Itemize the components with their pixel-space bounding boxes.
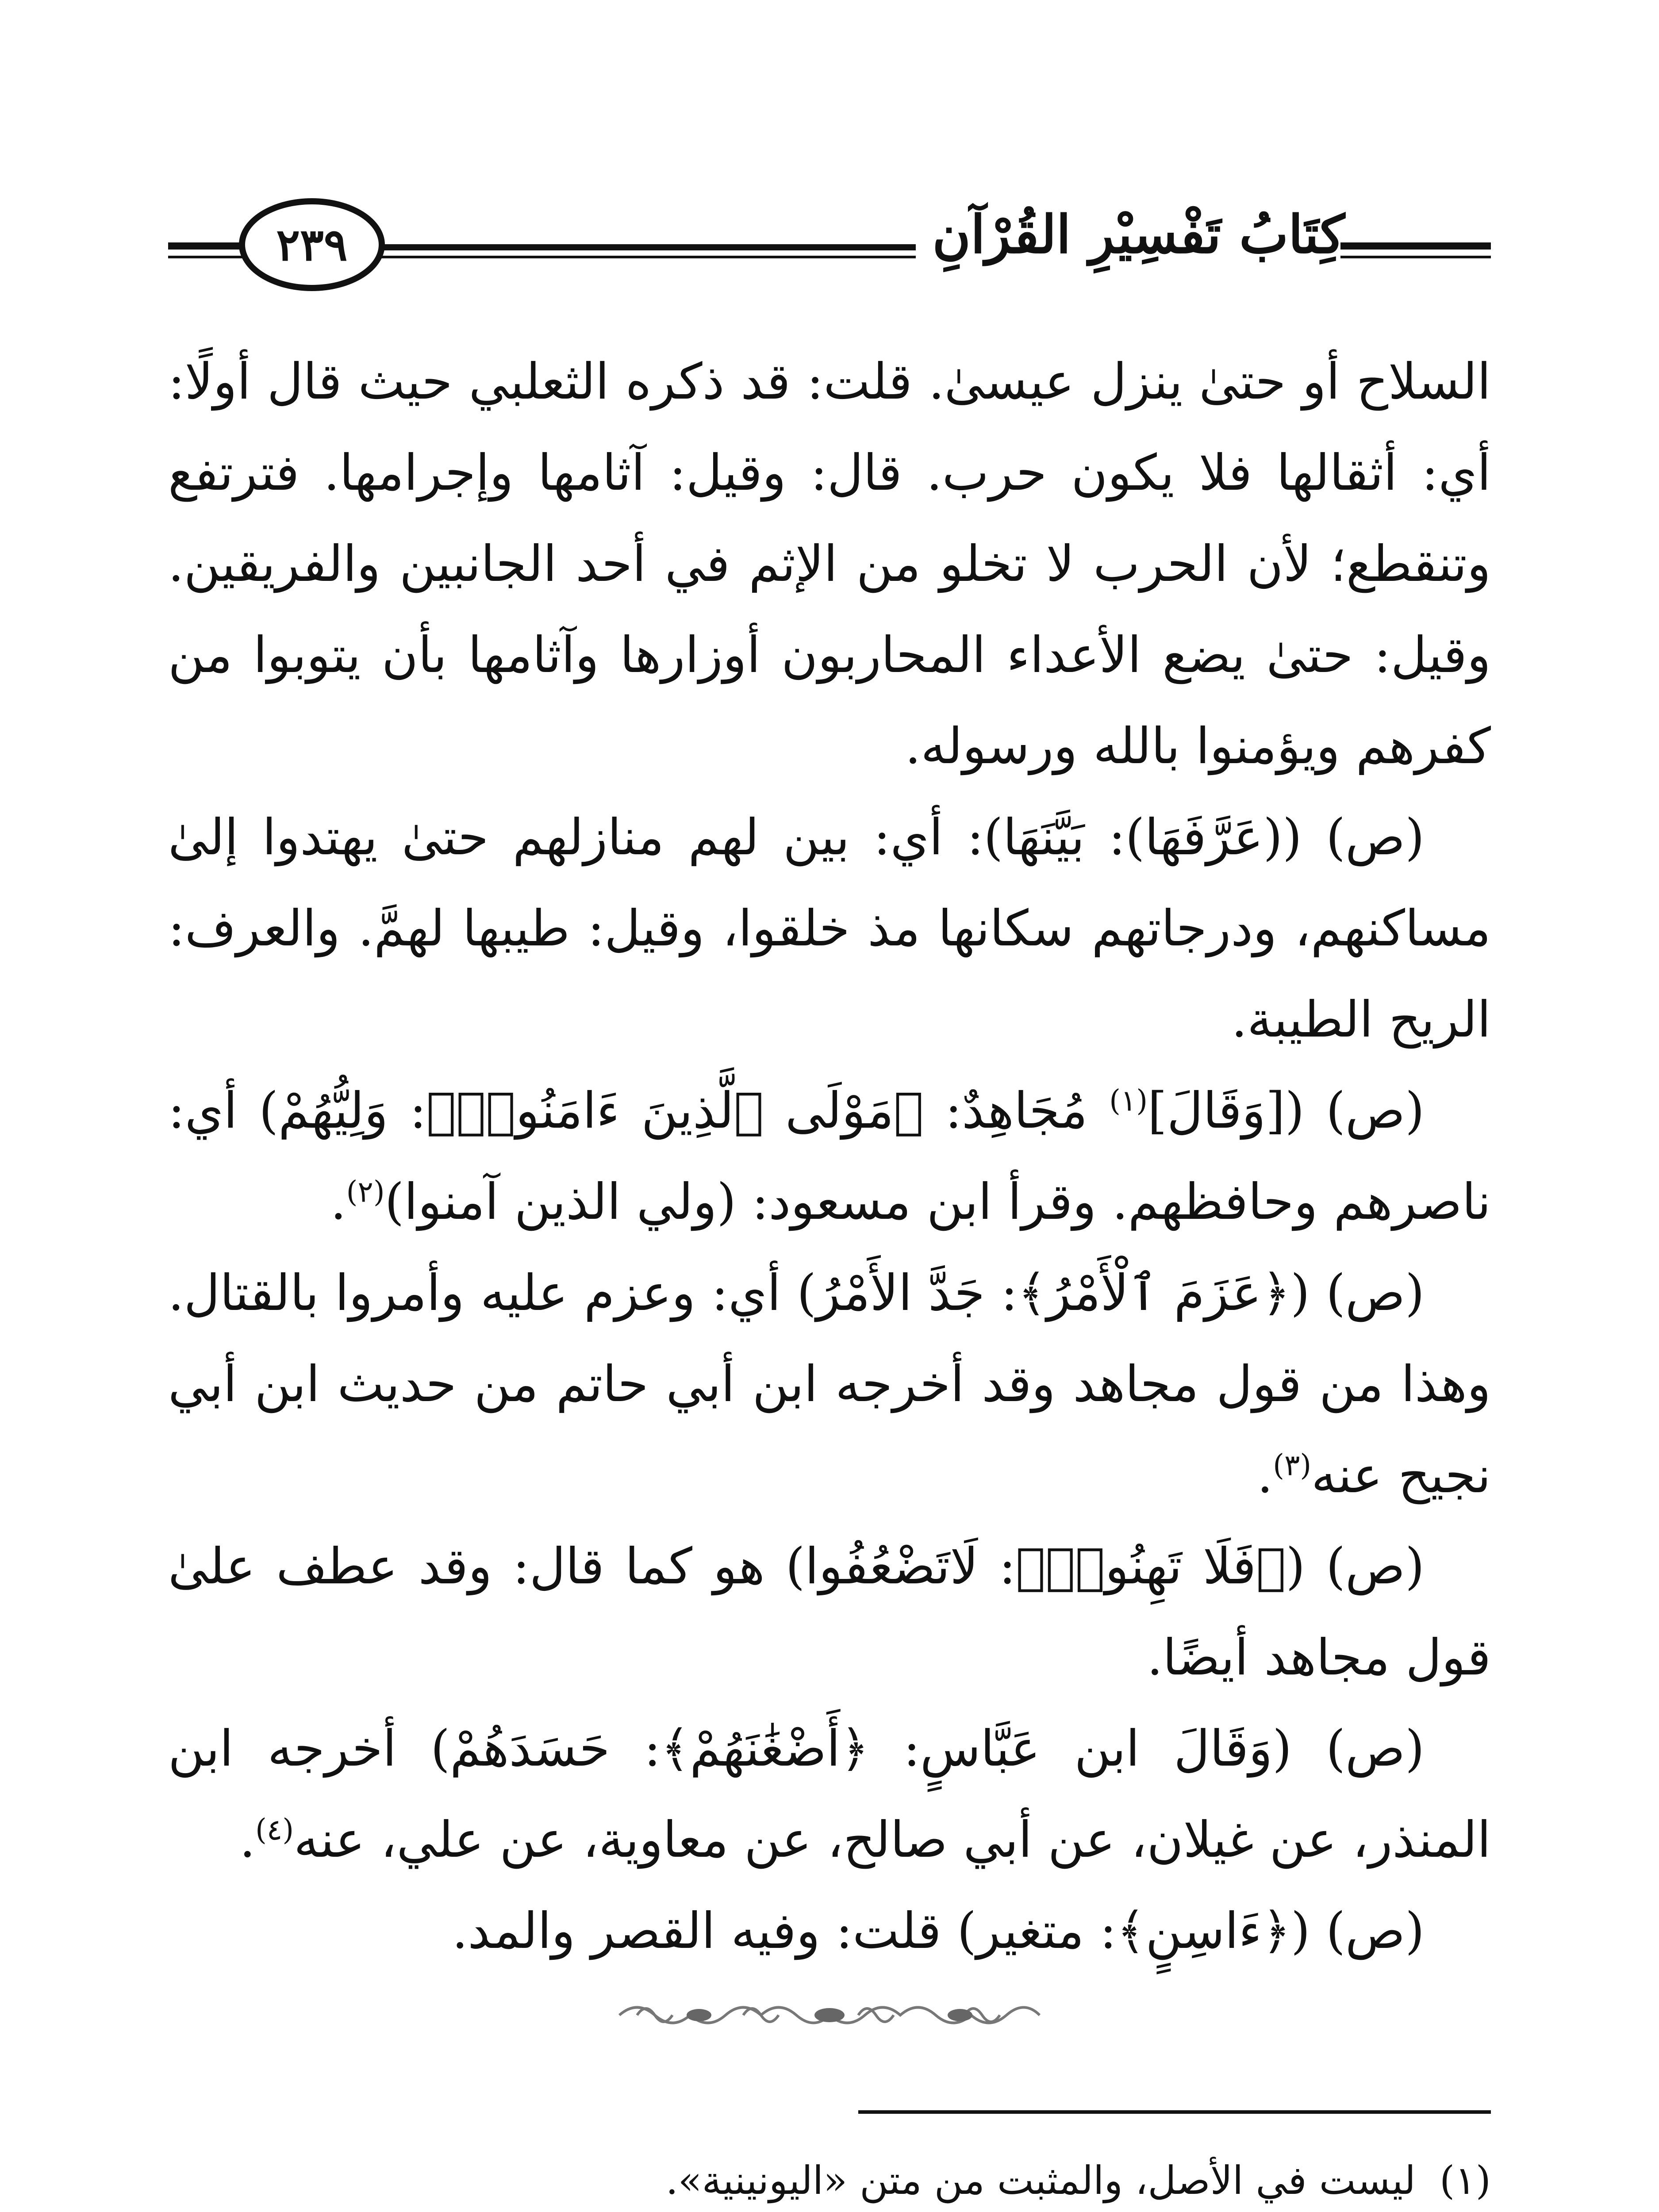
- footnote-ref-2: (٢): [346, 1175, 385, 1209]
- paragraph-4-end: .: [1257, 1447, 1273, 1504]
- page-number: ٢٣٩: [276, 219, 348, 271]
- page-header: [168, 195, 1491, 296]
- paragraph-4: [168, 1248, 1491, 1521]
- paragraph-3-part-1: (ص) ([وَقَالَ]: [1148, 1082, 1425, 1140]
- paragraph-6-end: .: [239, 1811, 256, 1869]
- header-rule-middle-thin: [380, 256, 916, 258]
- footnote-ref-4: (٤): [255, 1813, 294, 1847]
- header-rule-right-thick: [1340, 242, 1491, 250]
- paragraph-2: (ص) ((عَرَّفَهَا): بَيَّنَهَا): أي: بين لهم منازلهم حتىٰ يهتدوا إلىٰ مساكنهم، ودرجاتهم سكانها مذ خلقوا، وقيل: طيبها لهمَّ. والعرف: الريح الطيبة.: [168, 809, 1491, 1048]
- footnotes: [341, 2141, 1491, 2212]
- ornament-divider: [611, 1991, 1048, 2039]
- paragraph-3-part-2: مُجَاهِدٌ: ﴿مَوْلَى ٱلَّذِينَ ءَامَنُوا۟﴾: وَلِيُّهُمْ) أي: ناصرهم وحافظهم. وقرأ ابن مسعود: (ولي الذين آمنوا): [168, 1082, 1491, 1231]
- footnote-separator: [858, 2110, 1491, 2114]
- paragraph-3-end: .: [330, 1173, 346, 1231]
- footnote-ref-3: (٣): [1273, 1448, 1312, 1482]
- main-text: [168, 336, 1491, 1977]
- footnote-text: ليست في الأصل، والمثبت من متن «اليونينية».: [665, 2158, 1416, 2203]
- paragraph-3: [168, 1065, 1491, 1248]
- page-number-oval: [239, 198, 385, 291]
- paragraph-5: (ص) (﴿فَلَا تَهِنُوا۟﴾: لَاتَضْعُفُوا) هو كما قال: وقد عطف علىٰ قول مجاهد أيضًا.: [168, 1538, 1491, 1686]
- book-title: كِتَابُ تَفْسِيْرِ القُرْآنِ: [932, 204, 1345, 265]
- paragraph-1: السلاح أو حتىٰ ينزل عيسىٰ. قلت: قد ذكره الثعلبي حيث قال أولًا: أي: أثقالها فلا يكون حرب. قال: وقيل: آثامها وإجرامها. فترتفع وتنقطع؛ لأن الحرب لا تخلو من الإثم في أحد الجانبين والفريقين. وقيل: حتىٰ يضع الأعداء المحاربون أوزارها وآثامها بأن يتوبوا من كفرهم ويؤمنوا بالله ورسوله.: [168, 353, 1491, 775]
- header-rule-right-thin: [1340, 256, 1491, 258]
- footnote-ref-1: (١): [1109, 1083, 1148, 1118]
- footnote-1: [341, 2141, 1491, 2212]
- paragraph-7: (ص) (﴿ءَاسِنٍ﴾: متغير) قلت: وفيه القصر والمد.: [452, 1902, 1425, 1960]
- header-rule-middle-thick: [380, 244, 916, 250]
- paragraph-6: [168, 1703, 1491, 1886]
- paragraph-4-part-1: (ص) (﴿عَزَمَ ٱلْأَمْرُ﴾: جَدَّ الأَمْرُ) أي: وعزم عليه وأمروا بالقتال. وهذا من قول مجاهد وقد أخرجه ابن أبي حاتم من حديث ابن أبي نجيح عنه: [168, 1264, 1491, 1504]
- footnote-number: (١): [1440, 2158, 1491, 2203]
- paragraph-6-part-1: (ص) (وَقَالَ ابن عَبَّاسٍ: ﴿أَضْغَٰنَهُمْ﴾: حَسَدَهُمْ) أخرجه ابن المنذر، عن غيلان، عن أبي صالح، عن معاوية، عن علي، عنه: [168, 1720, 1491, 1869]
